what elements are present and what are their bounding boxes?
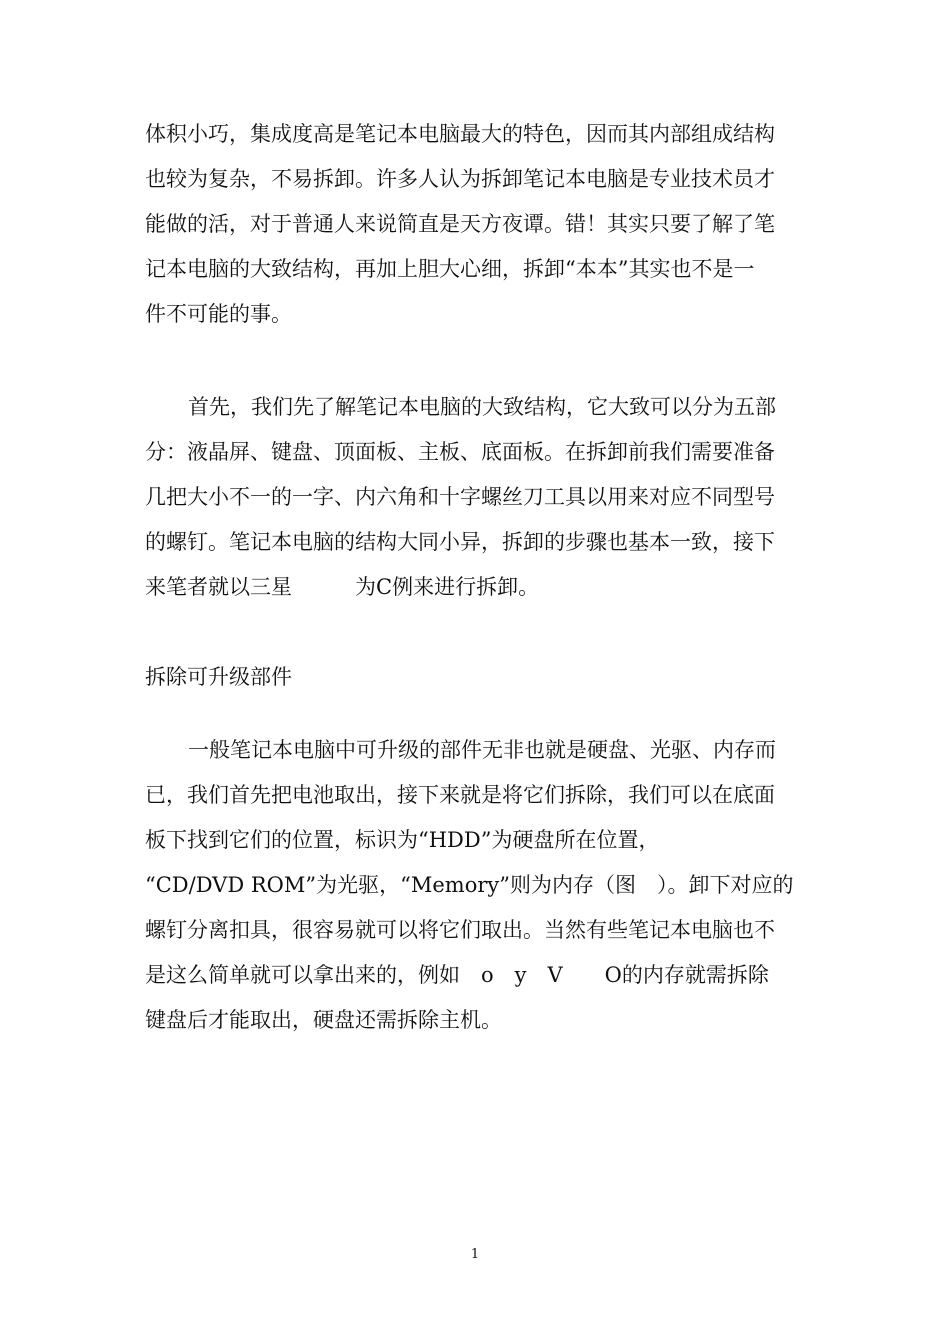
text-line: 的螺钉。笔记本电脑的结构大同小异，拆卸的步骤也基本一致，接下: [145, 530, 775, 554]
text-line: 来笔者就以三星 为C例来进行拆卸。: [145, 575, 540, 599]
text-line: 能做的活，对于普通人来说简直是天方夜谭。错！其实只要了解了笔: [145, 212, 775, 236]
text-line: 件不可能的事。: [145, 302, 292, 326]
paragraph-intro: [145, 112, 807, 337]
text-line: 是这么简单就可以拿出来的，例如 o y V O的内存就需拆除: [145, 963, 769, 987]
paragraph-structure: [145, 385, 807, 610]
text-line: 首先，我们先了解笔记本电脑的大致结构，它大致可以分为五部: [188, 395, 776, 419]
text-line: 一般笔记本电脑中可升级的部件无非也就是硬盘、光驱、内存而: [188, 738, 776, 762]
text-line: 螺钉分离扣具，很容易就可以将它们取出。当然有些笔记本电脑也不: [145, 918, 775, 942]
text-line: 键盘后才能取出，硬盘还需拆除主机。: [145, 1008, 502, 1032]
text-line: 板下找到它们的位置，标识为“HDD”为硬盘所在位置，: [145, 828, 660, 852]
text-line: “CD/DVD ROM”为光驱，“Memory”则为内存（图 ）。卸下对应的: [145, 873, 794, 897]
paragraph-upgradable-parts: [145, 728, 807, 1043]
page-number: 1: [470, 1247, 480, 1262]
text-line: 分：液晶屏、键盘、顶面板、主板、底面板。在拆卸前我们需要准备: [145, 440, 775, 464]
text-line: 几把大小不一的一字、内六角和十字螺丝刀工具以用来对应不同型号: [145, 485, 775, 509]
text-line: 已，我们首先把电池取出，接下来就是将它们拆除，我们可以在底面: [145, 783, 775, 807]
text-line: 也较为复杂，不易拆卸。许多人认为拆卸笔记本电脑是专业技术员才: [145, 167, 775, 191]
section-heading: 拆除可升级部件: [145, 665, 292, 689]
text-line: 记本电脑的大致结构，再加上胆大心细，拆卸“本本”其实也不是一: [145, 257, 755, 281]
text-line: 体积小巧，集成度高是笔记本电脑最大的特色，因而其内部组成结构: [145, 122, 775, 146]
